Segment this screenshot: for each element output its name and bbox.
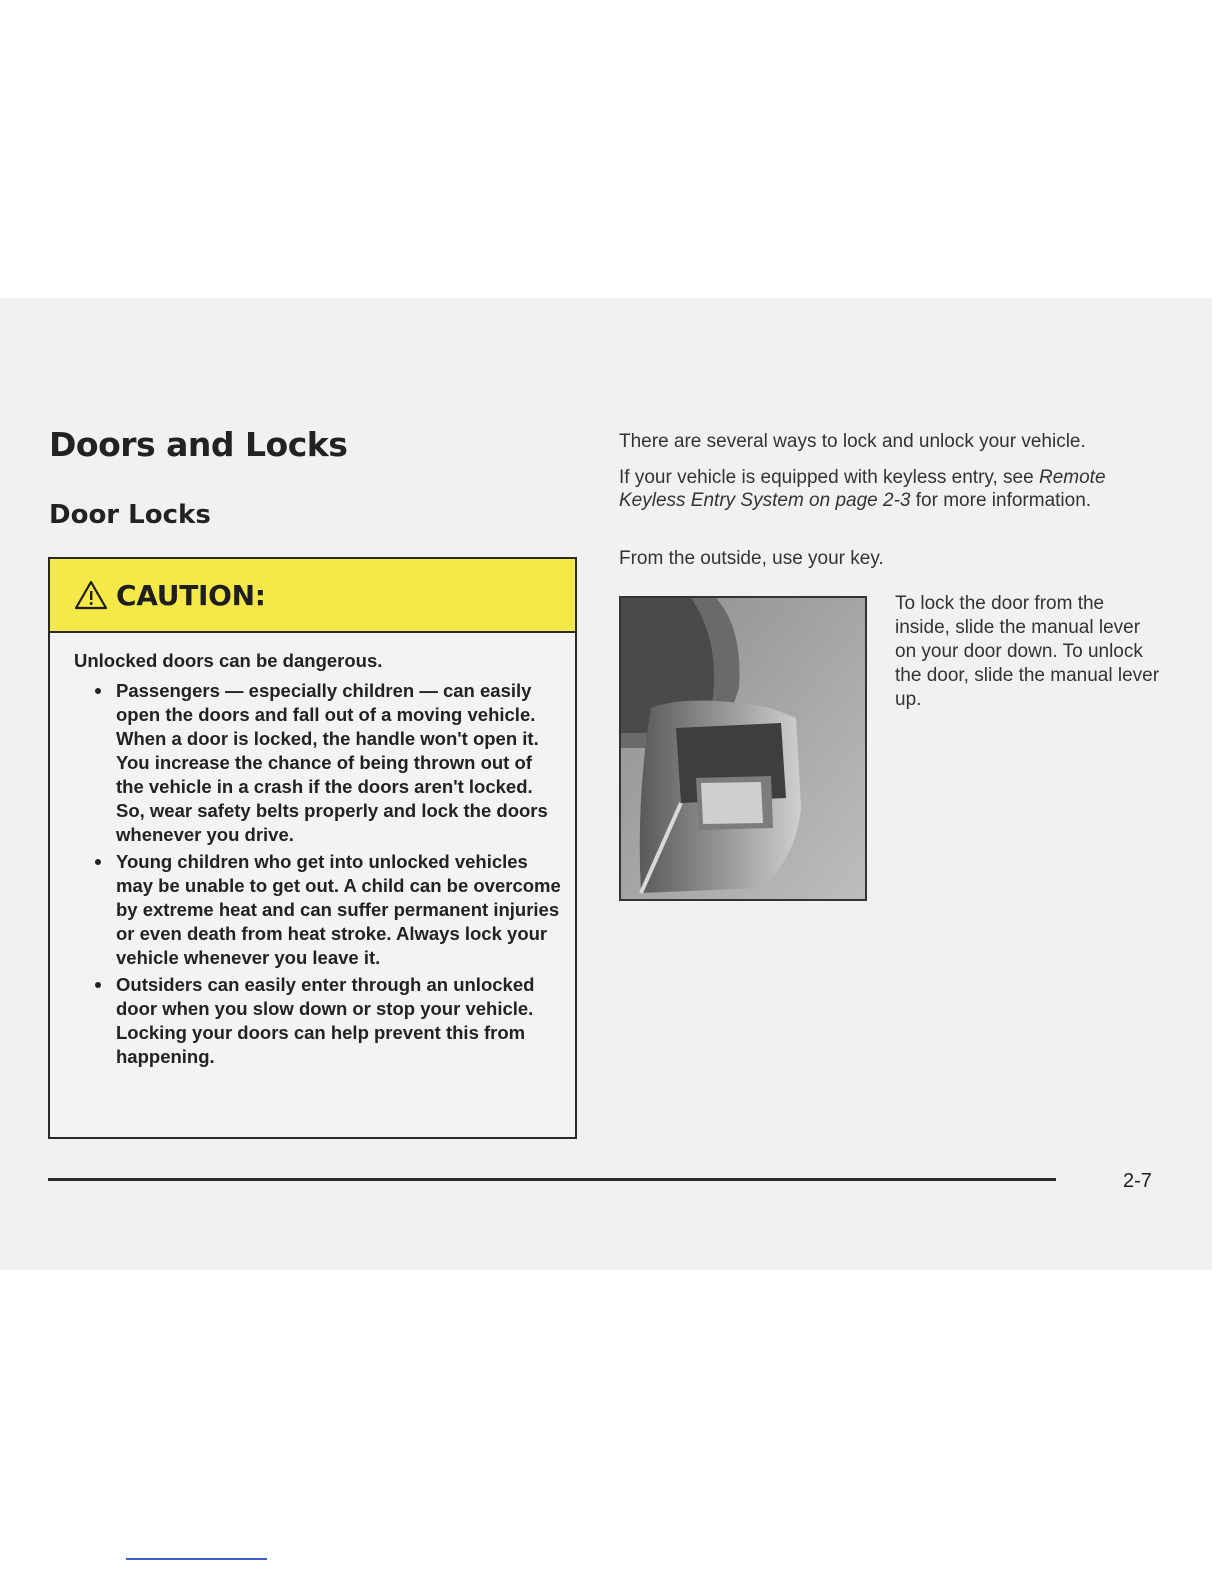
door-lock-lever-photo: [619, 596, 867, 901]
section-title: Doors and Locks: [49, 425, 348, 464]
bullet-icon: [95, 982, 101, 988]
footer-rule: [48, 1178, 1056, 1181]
outside-key-paragraph: From the outside, use your key.: [619, 548, 884, 569]
keyless-prefix: If your vehicle is equipped with keyless entry, see: [619, 467, 1034, 488]
caution-bullet-text: Passengers — especially children — can easily open the doors and fall out of a moving vehicle. When a door is locked, the handle won't open it. You increase the chance of being thrown out of the vehicle in a crash if the doors aren't locked. So, wear safety belts properly and lock the doors whenever you drive.: [116, 680, 548, 845]
bottom-blue-line: [126, 1558, 267, 1560]
keyless-paragraph: [619, 466, 1159, 512]
caution-header: [50, 559, 575, 633]
list-item: [74, 973, 561, 1069]
bullet-icon: [95, 688, 101, 694]
caution-lead: Unlocked doors can be dangerous.: [74, 650, 383, 671]
list-item: [74, 679, 561, 847]
list-item: [74, 850, 561, 970]
caution-box: [48, 557, 577, 1139]
caution-bullet-text: Young children who get into unlocked vehicles may be unable to get out. A child can be overcome by extreme heat and can suffer permanent injuries or even death from heat stroke. Always lock your vehicle whenever you leave it.: [116, 851, 561, 968]
keyless-suffix: for more information.: [915, 490, 1092, 511]
subsection-title: Door Locks: [49, 500, 211, 530]
warning-triangle-icon: [74, 580, 108, 610]
photo-caption: To lock the door from the inside, slide the manual lever on your door down. To unlock the door, slide the manual lever up.: [895, 593, 1160, 710]
door-lever-illustration: [621, 598, 865, 899]
caution-list: [74, 679, 561, 1069]
bullet-icon: [95, 859, 101, 865]
caution-body: [50, 633, 575, 1069]
page-number: 2-7: [1123, 1170, 1152, 1192]
caution-title: CAUTION:: [116, 578, 266, 612]
keyless-reference-link[interactable]: Remote Keyless Entry System on page 2-3: [619, 467, 1106, 511]
intro-paragraph: There are several ways to lock and unlock your vehicle.: [619, 431, 1086, 452]
caution-bullet-text: Outsiders can easily enter through an unlocked door when you slow down or stop your vehicle. Locking your doors can help prevent this from happening.: [116, 974, 535, 1067]
